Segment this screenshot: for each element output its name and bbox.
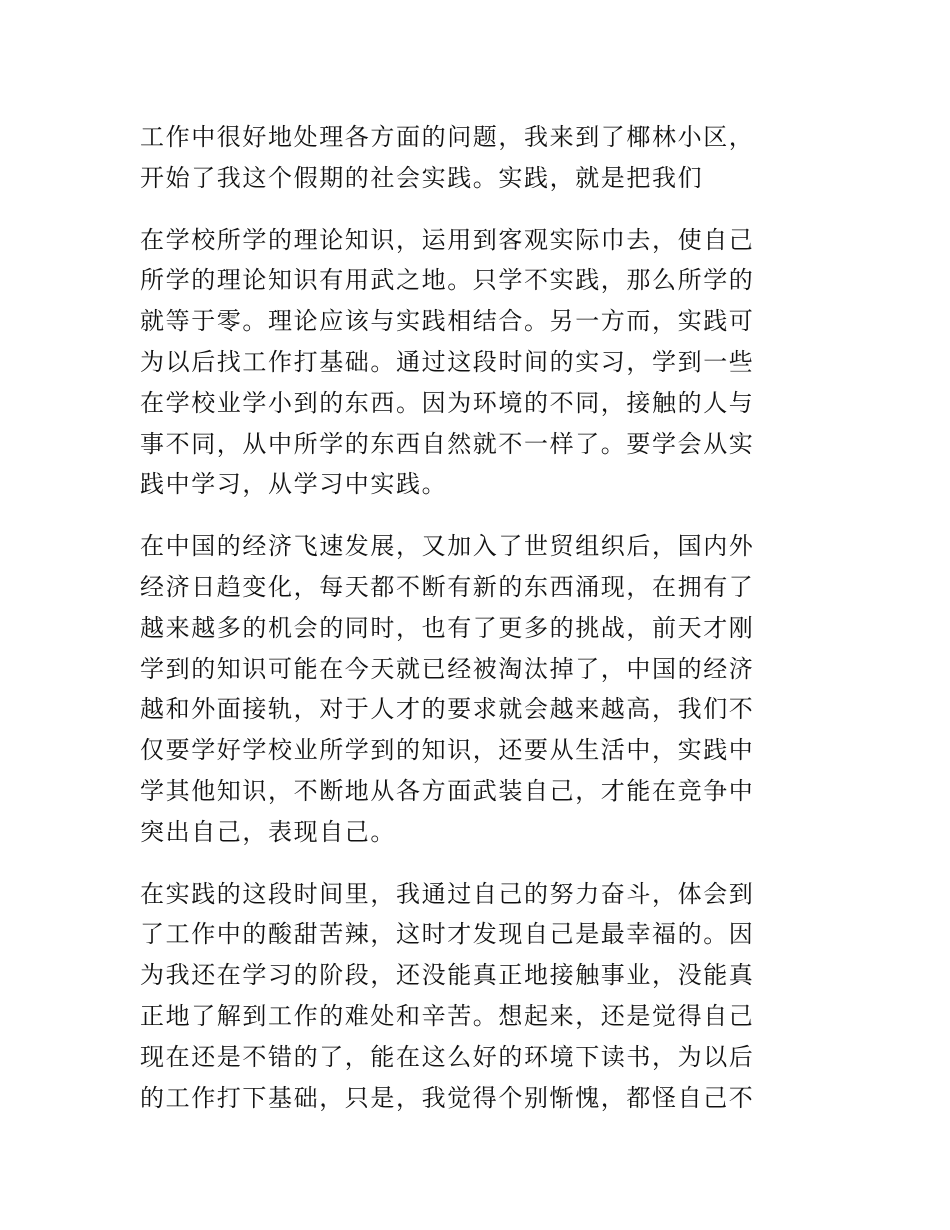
text-line: 开始了我这个假期的社会实践。实践，就是把我们 [140,163,704,192]
text-line: 学到的知识可能在今天就已经被淘汰掉了，中国的经济 [140,654,755,683]
document-body [140,117,800,1139]
text-line: 经济日趋变化，每天都不断有新的东西涌现，在拥有了 [140,572,755,601]
paragraph-3 [140,526,800,852]
text-line: 在实践的这段时间里，我通过自己的努力奋斗，体会到 [140,879,755,908]
text-line: 为我还在学习的阶段，还没能真正地接触事业，没能真 [140,961,755,990]
text-line: 现在还是不错的了，能在这么好的环境下读书，为以后 [140,1042,755,1071]
text-line: 了工作中的酸甜苦辣，这时才发现自己是最幸福的。因 [140,920,755,949]
text-line: 越来越多的机会的同时，也有了更多的挑战，前天才刚 [140,613,755,642]
text-line: 事不同，从中所学的东西自然就不一样了。要学会从实 [140,429,755,458]
text-line: 正地了解到工作的难处和辛苦。想起来，还是觉得自己 [140,1001,755,1030]
text-line: 在学校所学的理论知识，运用到客观实际巾去，使自己 [140,225,755,254]
paragraph-4 [140,874,800,1119]
text-line: 的工作打下基础，只是，我觉得个别惭愧，都怪自己不 [140,1083,755,1112]
text-line: 越和外面接轨，对于人才的要求就会越来越高，我们不 [140,695,755,724]
text-line: 仅要学好学校业所学到的知识，还要从生活中，实践中 [140,736,755,765]
text-line: 在学校业学小到的东西。因为环境的不同，接触的人与 [140,388,755,417]
paragraph-1 [140,117,800,199]
text-line: 突出自己，表现自己。 [140,817,396,846]
text-line: 工作中很好地处理各方面的问题，我来到了椰林小区， [140,123,755,151]
text-line: 学其他知识，不断地从各方面武装自己，才能在竞争中 [140,776,755,805]
text-line: 为以后找工作打基础。通过这段时间的实习，学到一些 [140,347,755,376]
text-line: 所学的理论知识有用武之地。只学不实践，那么所学的 [140,266,755,295]
text-line: 就等于零。理论应该与实践相结合。另一方而，实践可 [140,307,755,336]
text-line: 践中学习，从学习中实践。 [140,470,448,499]
text-line: 在中国的经济飞速发展，又加入了世贸组织后，国内外 [140,532,755,561]
paragraph-2 [140,220,800,506]
